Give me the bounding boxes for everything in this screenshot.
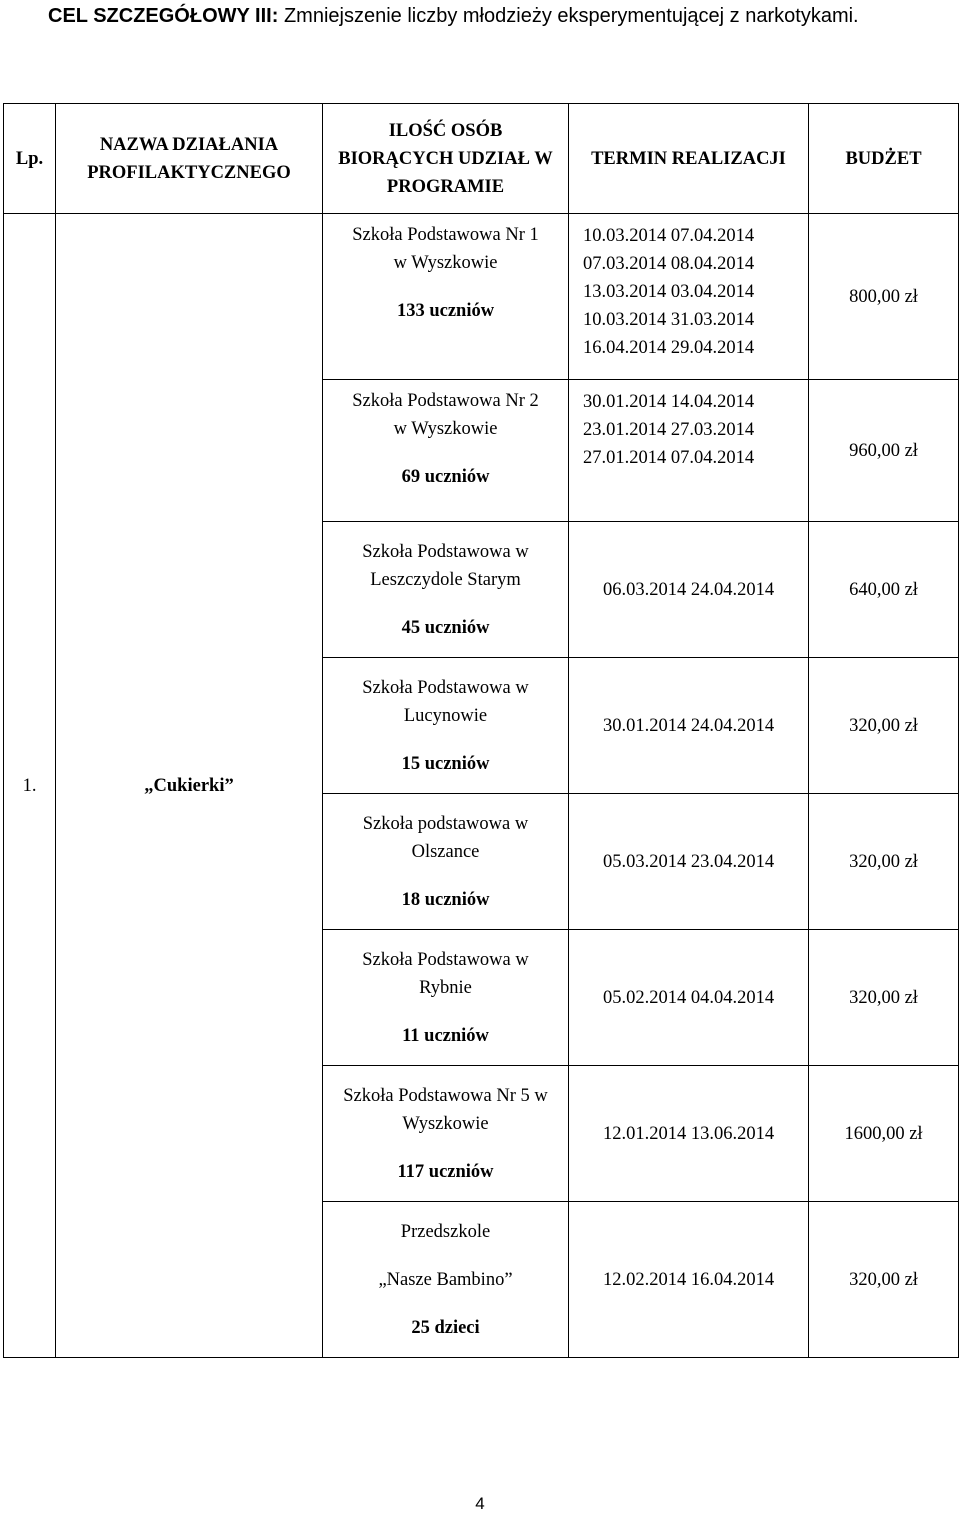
cell-dates: 30.01.2014 24.04.2014 xyxy=(569,658,809,794)
cell-school: Szkoła Podstawowa w Leszczydole Starym 45 uczniów xyxy=(323,522,569,658)
section-heading xyxy=(48,2,948,30)
cell-school: Przedszkole „Nasze Bambino” 25 dzieci xyxy=(323,1202,569,1358)
cell-budget: 320,00 zł xyxy=(809,794,959,930)
table-row xyxy=(4,214,959,380)
cell-lp: 1. xyxy=(4,214,56,1358)
heading-text: Zmniejszenie liczby młodzieży eksperymentującej z narkotykami. xyxy=(283,5,859,27)
cell-dates: 30.01.2014 14.04.2014 23.01.2014 27.03.2014 27.01.2014 07.04.2014 xyxy=(569,380,809,522)
header-budget: BUDŻET xyxy=(809,104,959,214)
cell-program-name: „Cukierki” xyxy=(56,214,323,1358)
cell-budget: 640,00 zł xyxy=(809,522,959,658)
cell-dates: 10.03.2014 07.04.2014 07.03.2014 08.04.2014 13.03.2014 03.04.2014 10.03.2014 31.03.2014 16.04.2014 29.04.2014 xyxy=(569,214,809,380)
cell-school: Szkoła podstawowa w Olszance 18 uczniów xyxy=(323,794,569,930)
heading-label: CEL SZCZEGÓŁOWY III: xyxy=(48,5,279,27)
cell-school: Szkoła Podstawowa Nr 5 w Wyszkowie 117 uczniów xyxy=(323,1066,569,1202)
header-term: TERMIN REALIZACJI xyxy=(569,104,809,214)
cell-dates: 06.03.2014 24.04.2014 xyxy=(569,522,809,658)
cell-dates: 05.02.2014 04.04.2014 xyxy=(569,930,809,1066)
cell-budget: 960,00 zł xyxy=(809,380,959,522)
header-row xyxy=(4,104,959,214)
header-participants: ILOŚĆ OSÓB BIORĄCYCH UDZIAŁ W PROGRAMIE xyxy=(323,104,569,214)
cell-school: Szkoła Podstawowa Nr 1 w Wyszkowie 133 uczniów xyxy=(323,214,569,380)
cell-dates: 12.01.2014 13.06.2014 xyxy=(569,1066,809,1202)
cell-budget: 320,00 zł xyxy=(809,658,959,794)
cell-dates: 05.03.2014 23.04.2014 xyxy=(569,794,809,930)
header-name: NAZWA DZIAŁANIA PROFILAKTYCZNEGO xyxy=(56,104,323,214)
cell-budget: 1600,00 zł xyxy=(809,1066,959,1202)
cell-budget: 320,00 zł xyxy=(809,930,959,1066)
cell-school: Szkoła Podstawowa w Lucynowie 15 uczniów xyxy=(323,658,569,794)
page-number: 4 xyxy=(475,1494,485,1513)
cell-budget: 800,00 zł xyxy=(809,214,959,380)
cell-school: Szkoła Podstawowa w Rybnie 11 uczniów xyxy=(323,930,569,1066)
header-lp: Lp. xyxy=(4,104,56,214)
cell-budget: 320,00 zł xyxy=(809,1202,959,1358)
cell-school: Szkoła Podstawowa Nr 2 w Wyszkowie 69 uczniów xyxy=(323,380,569,522)
cell-dates: 12.02.2014 16.04.2014 xyxy=(569,1202,809,1358)
program-table xyxy=(3,103,959,1358)
